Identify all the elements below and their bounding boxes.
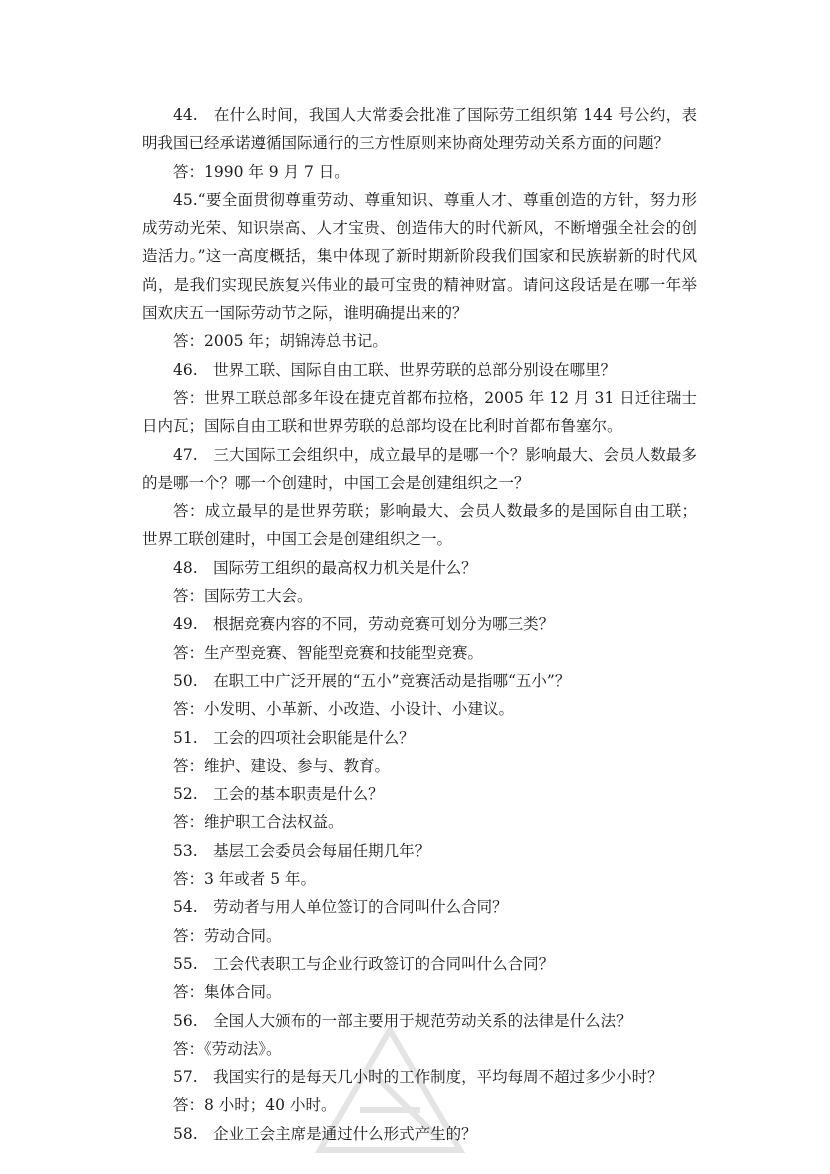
answer-44: 答：1990 年 9 月 7 日。	[173, 162, 350, 181]
question-45: 45.“要全面贯彻尊重劳动、尊重知识、尊重人才、尊重创造的方针，努力形成劳动光荣、知识崇高、人才宝贵、创造伟大的时代新风，不断增强全社会的创造活力。”这一高度概括，集中体现了新时期新阶段我们国家和民族崭新的时代风尚，是我们实现民族复兴伟业的最可宝贵的精神财富。请问这段话是在哪一年举国欢庆五一国际劳动节之际，谁明确提出来的？	[142, 190, 697, 323]
answer-54: 答：劳动合同。	[173, 926, 282, 945]
answer-57: 答：8 小时；40 小时。	[173, 1096, 337, 1115]
question-52: 52. 工会的基本职责是什么？	[173, 785, 384, 804]
answer-50: 答：小发明、小革新、小改造、小设计、小建议。	[173, 700, 515, 719]
question-55: 55. 工会代表职工与企业行政签订的合同叫什么合同？	[173, 954, 555, 973]
question-49: 49. 根据竞赛内容的不同，劳动竞赛可划分为哪三类？	[173, 615, 555, 634]
answer-53: 答：3 年或者 5 年。	[173, 870, 317, 889]
answer-52: 答：维护职工合法权益。	[173, 813, 344, 832]
answer-47: 答：成立最早的是世界劳联；影响最大、会员人数最多的是国际自由工联；世界工联创建时，中国工会是创建组织之一。	[142, 502, 697, 549]
question-46: 46. 世界工联、国际自由工联、世界劳联的总部分别设在哪里？	[173, 360, 617, 379]
question-47: 47. 三大国际工会组织中，成立最早的是哪一个？影响最大、会员人数最多的是哪一个？哪一个创建时，中国工会是创建组织之一？	[142, 445, 697, 492]
answer-56: 答：《劳动法》。	[173, 1039, 282, 1058]
answer-49: 答：生产型竞赛、智能型竞赛和技能型竞赛。	[173, 643, 484, 662]
question-56: 56. 全国人大颁布的一部主要用于规范劳动关系的法律是什么法？	[173, 1011, 632, 1030]
answer-51: 答：维护、建设、参与、教育。	[173, 756, 391, 775]
answer-55: 答：集体合同。	[173, 983, 282, 1002]
question-48: 48. 国际劳工组织的最高权力机关是什么？	[173, 558, 477, 577]
answer-48: 答：国际劳工大会。	[173, 587, 313, 606]
answer-45: 答：2005 年；胡锦涛总书记。	[173, 332, 388, 351]
question-57: 57. 我国实行的是每天几小时的工作制度，平均每周不超过多少小时？	[173, 1068, 663, 1087]
document-body	[142, 101, 697, 1148]
question-54: 54. 劳动者与用人单位签订的合同叫什么合同？	[173, 898, 508, 917]
question-44: 44. 在什么时间，我国人大常委会批准了国际劳工组织第 144 号公约，表明我国已经承诺遵循国际通行的三方性原则来协商处理劳动关系方面的问题？	[142, 106, 697, 153]
question-50: 50. 在职工中广泛开展的“五小”竞赛活动是指哪“五小”？	[173, 671, 571, 690]
question-51: 51. 工会的四项社会职能是什么？	[173, 728, 415, 747]
question-53: 53. 基层工会委员会每届任期几年？	[173, 841, 431, 860]
question-58: 58. 企业工会主席是通过什么形式产生的？	[173, 1124, 477, 1143]
answer-46: 答：世界工联总部多年设在捷克首都布拉格，2005 年 12 月 31 日迁往瑞士日内瓦；国际自由工联和世界劳联的总部均设在比利时首都布鲁塞尔。	[142, 388, 697, 436]
